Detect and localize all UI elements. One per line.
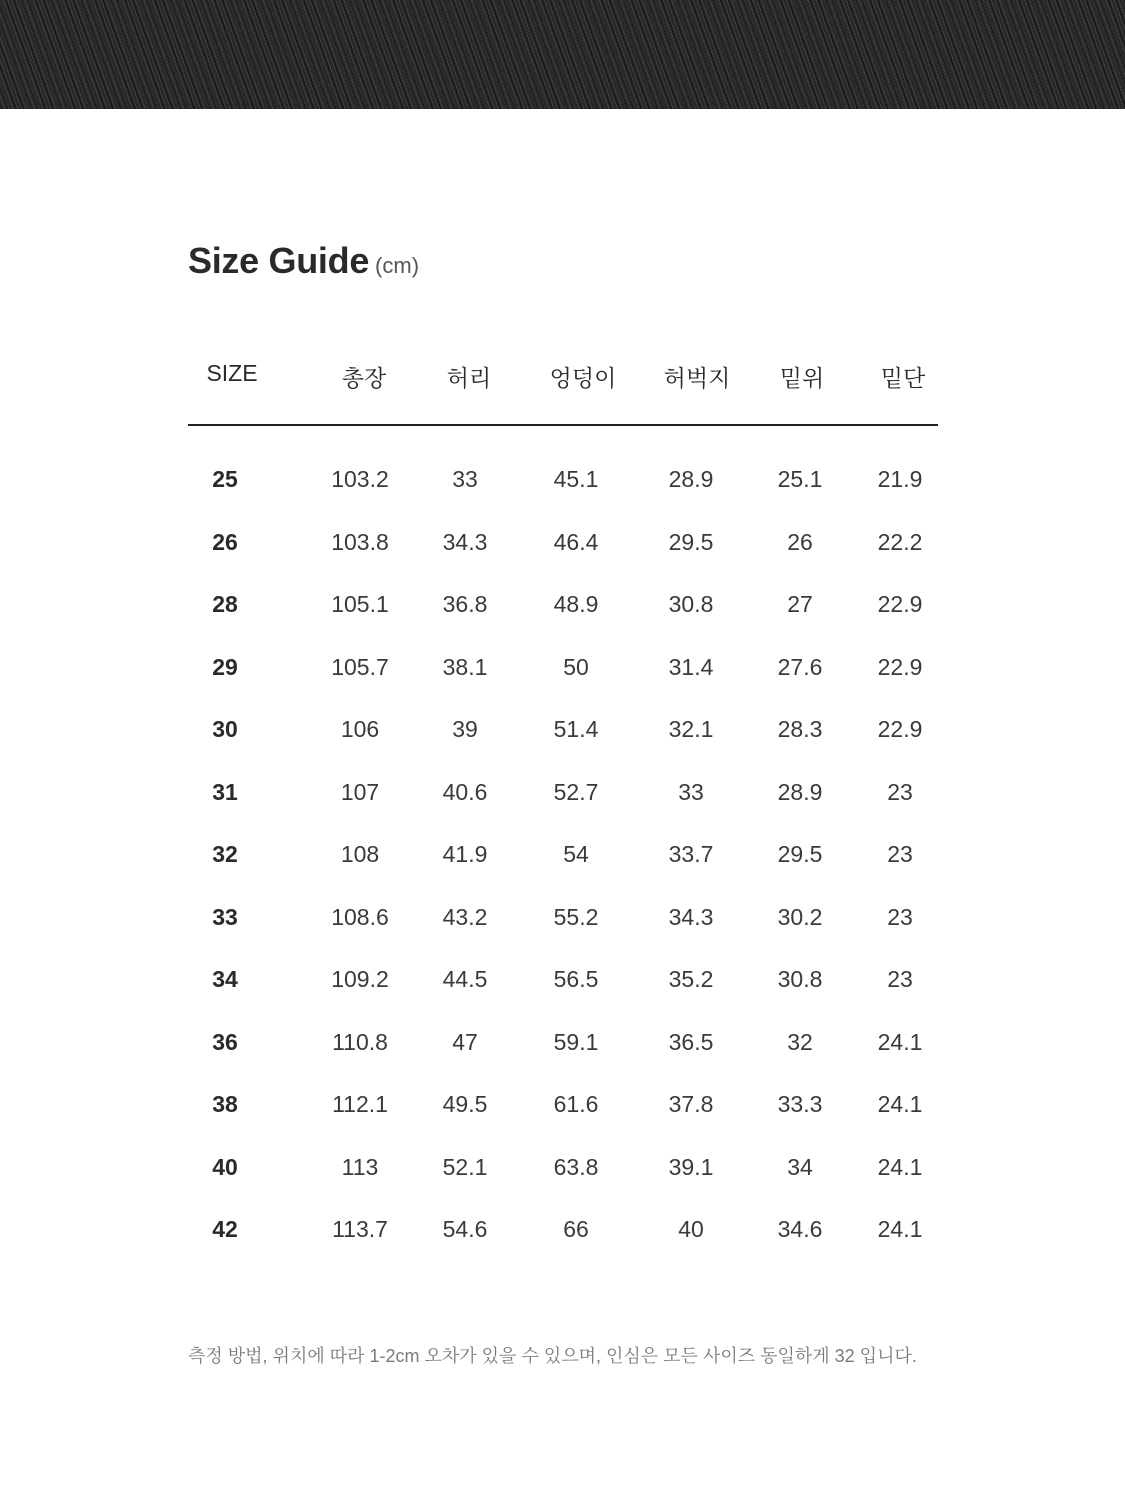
measurement-cell: 108 — [340, 841, 380, 867]
measurement-cell: 48.9 — [553, 591, 599, 617]
unit-label: (cm) — [375, 253, 420, 278]
measurement-cell: 37.8 — [668, 1091, 714, 1117]
measurement-cell: 51.4 — [553, 716, 599, 742]
measurement-cell: 28.9 — [668, 466, 714, 492]
table-row — [188, 523, 938, 563]
measurement-cell: 43.2 — [442, 903, 488, 930]
size-cell: 26 — [212, 528, 238, 555]
measurement-cell: 112.1 — [332, 1091, 388, 1117]
measurement-cell: 30.8 — [668, 591, 714, 617]
measurement-cell: 54 — [563, 841, 589, 867]
measurement-cell: 39.1 — [668, 1153, 714, 1180]
size-table — [188, 340, 938, 1286]
measurement-cell: 103.8 — [331, 528, 389, 555]
measurement-cell: 29.5 — [777, 841, 823, 867]
measurement-cell: 34.6 — [777, 1216, 823, 1242]
measurement-cell: 39 — [452, 716, 478, 742]
table-row — [188, 898, 938, 938]
size-cell: 42 — [212, 1216, 238, 1242]
measurement-cell: 23 — [887, 778, 913, 805]
measurement-cell: 28.3 — [777, 716, 823, 742]
table-row — [188, 1148, 938, 1188]
measurement-cell: 35.2 — [668, 966, 714, 992]
size-cell: 30 — [212, 716, 238, 742]
column-header-thigh: 허벅지 — [663, 365, 731, 391]
measurement-cell: 61.6 — [553, 1091, 599, 1117]
column-header-size: SIZE — [206, 360, 258, 386]
measurement-cell: 22.9 — [877, 653, 923, 680]
measurement-cell: 36.8 — [442, 591, 488, 617]
measurement-cell: 106 — [340, 716, 380, 742]
measurement-cell: 34.3 — [668, 903, 714, 930]
measurement-cell: 23 — [887, 841, 913, 867]
size-guide-heading — [188, 240, 419, 282]
measurement-cell: 113.7 — [332, 1216, 388, 1242]
column-header-rise: 밑위 — [779, 365, 825, 391]
measurement-cell: 41.9 — [442, 841, 488, 867]
measurement-cell: 54.6 — [442, 1216, 488, 1242]
measurement-cell: 21.9 — [877, 466, 923, 492]
table-row — [188, 710, 938, 750]
size-cell: 36 — [212, 1028, 238, 1055]
measurement-cell: 22.2 — [877, 528, 923, 555]
measurement-cell: 24.1 — [877, 1153, 923, 1180]
size-cell: 31 — [212, 778, 238, 805]
column-header-hem: 밑단 — [880, 365, 926, 391]
measurement-cell: 55.2 — [553, 903, 599, 930]
measurement-cell: 26 — [787, 528, 813, 555]
table-row — [188, 648, 938, 688]
measurement-cell: 24.1 — [877, 1216, 923, 1242]
measurement-cell: 56.5 — [553, 966, 599, 992]
measurement-cell: 113 — [341, 1153, 379, 1180]
measurement-cell: 34.3 — [442, 528, 488, 555]
size-cell: 33 — [212, 903, 238, 930]
measurement-cell: 32.1 — [668, 716, 714, 742]
measurement-cell: 23 — [887, 903, 913, 930]
measurement-cell: 33.7 — [668, 841, 714, 867]
measurement-cell: 110.8 — [332, 1028, 388, 1055]
column-header-hip: 엉덩이 — [549, 365, 617, 391]
table-body — [188, 426, 938, 1286]
table-row — [188, 1085, 938, 1125]
measurement-cell: 36.5 — [668, 1028, 714, 1055]
measurement-cell: 24.1 — [877, 1028, 923, 1055]
measurement-cell: 22.9 — [877, 716, 923, 742]
measurement-cell: 40.6 — [442, 778, 488, 805]
size-cell: 29 — [212, 653, 238, 680]
measurement-note: 측정 방법, 위치에 따라 1-2cm 오차가 있을 수 있으며, 인심은 모든 사이즈 동일하게 32 입니다. — [188, 1346, 917, 1366]
measurement-cell: 22.9 — [877, 591, 923, 617]
measurement-cell: 28.9 — [777, 778, 823, 805]
measurement-cell: 59.1 — [553, 1028, 599, 1055]
measurement-cell: 49.5 — [442, 1091, 488, 1117]
measurement-cell: 27.6 — [777, 653, 823, 680]
size-cell: 32 — [212, 841, 238, 867]
measurement-cell: 47 — [452, 1028, 478, 1055]
size-cell: 28 — [212, 591, 238, 617]
size-cell: 34 — [212, 966, 238, 992]
measurement-cell: 31.4 — [668, 653, 714, 680]
table-row — [188, 585, 938, 625]
measurement-cell: 27 — [787, 591, 813, 617]
measurement-cell: 103.2 — [331, 466, 389, 492]
table-header — [188, 340, 938, 426]
measurement-cell: 52.7 — [553, 778, 599, 805]
measurement-cell: 50 — [563, 653, 589, 680]
table-row — [188, 460, 938, 500]
measurement-cell: 30.2 — [777, 903, 823, 930]
table-row — [188, 773, 938, 813]
column-header-total-length: 총장 — [341, 365, 387, 391]
measurement-cell: 34 — [787, 1153, 813, 1180]
table-row — [188, 1023, 938, 1063]
column-header-waist: 허리 — [446, 365, 492, 391]
table-row — [188, 835, 938, 875]
measurement-cell: 109.2 — [331, 966, 389, 992]
measurement-cell: 108.6 — [331, 903, 389, 930]
measurement-cell: 40 — [678, 1216, 704, 1242]
measurement-cell: 52.1 — [442, 1153, 488, 1180]
measurement-cell: 107 — [340, 778, 380, 805]
table-row — [188, 1210, 938, 1250]
measurement-cell: 66 — [563, 1216, 589, 1242]
measurement-cell: 33.3 — [777, 1091, 823, 1117]
measurement-cell: 32 — [787, 1028, 813, 1055]
measurement-cell: 63.8 — [553, 1153, 599, 1180]
measurement-cell: 30.8 — [777, 966, 823, 992]
measurement-cell: 38.1 — [442, 653, 488, 680]
table-row — [188, 960, 938, 1000]
measurement-cell: 24.1 — [877, 1091, 923, 1117]
measurement-cell: 29.5 — [668, 528, 714, 555]
size-cell: 25 — [212, 466, 238, 492]
measurement-cell: 46.4 — [553, 528, 599, 555]
measurement-cell: 44.5 — [442, 966, 488, 992]
page-title: Size Guide — [188, 240, 370, 281]
size-cell: 38 — [212, 1091, 238, 1117]
measurement-cell: 105.1 — [331, 591, 389, 617]
size-cell: 40 — [212, 1153, 238, 1180]
measurement-cell: 105.7 — [331, 653, 389, 680]
measurement-cell: 33 — [678, 778, 704, 805]
measurement-cell: 23 — [887, 966, 913, 992]
measurement-cell: 33 — [452, 466, 478, 492]
measurement-cell: 45.1 — [553, 466, 599, 492]
measurement-cell: 25.1 — [777, 466, 823, 492]
denim-banner-image — [0, 0, 1125, 109]
